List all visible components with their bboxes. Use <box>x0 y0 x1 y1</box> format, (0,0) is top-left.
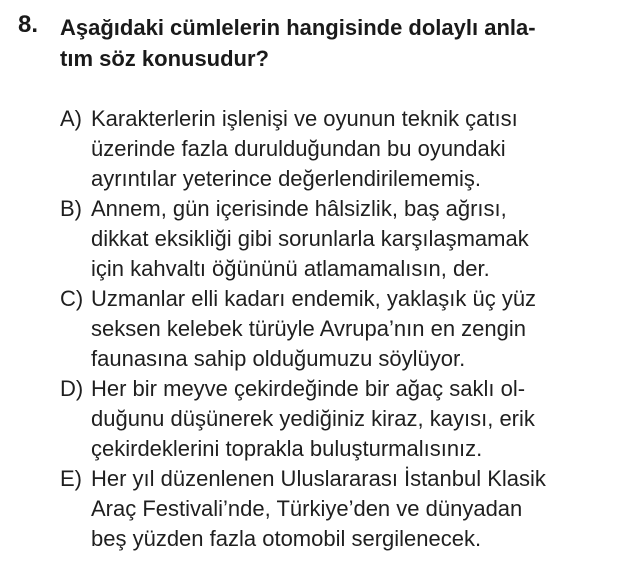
option-letter: E) <box>60 466 82 491</box>
question-number: 8. <box>18 11 39 38</box>
option-e[interactable] <box>60 464 635 554</box>
option-text-line: Her bir meyve çekirdeğinde bir ağaç saklı ol- <box>91 376 526 401</box>
option-text-line: üzerinde fazla durulduğundan bu oyundaki <box>91 136 506 161</box>
option-text-line: duğunu düşünerek yediğiniz kiraz, kayısı, erik <box>91 406 535 431</box>
option-b[interactable] <box>60 194 635 284</box>
option-letter: D) <box>60 376 84 401</box>
option-text-line: çekirdeklerini toprakla buluşturmalısınız. <box>91 436 483 461</box>
option-a[interactable] <box>60 104 635 194</box>
question-stem-line: tım söz konusudur? <box>60 46 269 71</box>
option-text-line: dikkat eksikliği gibi sorunlarla karşılaşmamak <box>91 226 529 251</box>
option-text-line: faunasına sahip olduğumuzu söylüyor. <box>91 346 466 371</box>
option-d[interactable] <box>60 374 635 464</box>
option-text-line: Karakterlerin işlenişi ve oyunun teknik çatısı <box>91 106 518 131</box>
option-text-line: beş yüzden fazla otomobil sergilenecek. <box>91 526 482 551</box>
option-text-line: ayrıntılar yeterince değerlendirilememiş. <box>91 166 482 191</box>
option-text-line: Uzmanlar elli kadarı endemik, yaklaşık üç yüz <box>91 286 537 311</box>
option-c[interactable] <box>60 284 635 374</box>
option-text-line: Her yıl düzenlenen Uluslararası İstanbul Klasik <box>91 466 546 491</box>
question-stem <box>60 12 620 74</box>
option-letter: B) <box>60 196 82 221</box>
option-text-line: için kahvaltı öğününü atlamamalısın, der. <box>91 256 490 281</box>
option-text-line: Annem, gün içerisinde hâlsizlik, baş ağrısı, <box>91 196 507 221</box>
option-text-line: Araç Festivali’nde, Türkiye’den ve dünyadan <box>91 496 523 521</box>
option-letter: C) <box>60 286 84 311</box>
answer-options <box>60 104 635 554</box>
question-stem-line: Aşağıdaki cümlelerin hangisinde dolaylı anla- <box>60 15 536 40</box>
option-letter: A) <box>60 106 82 131</box>
option-text-line: seksen kelebek türüyle Avrupa’nın en zengin <box>91 316 526 341</box>
